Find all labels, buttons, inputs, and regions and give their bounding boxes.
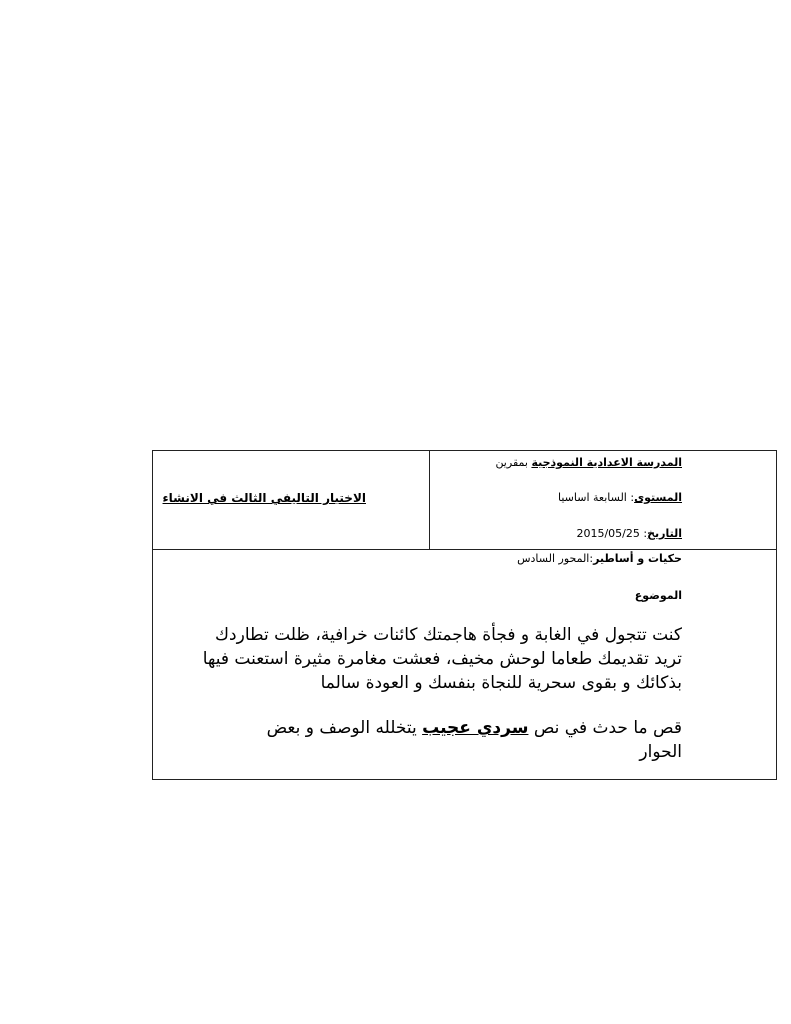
school-name — [495, 456, 682, 469]
unit-value: :المحور السادس — [517, 552, 594, 565]
level-line — [558, 491, 682, 504]
task-text-end: يتخلله الوصف و بعض — [266, 718, 423, 738]
prompt-line: تريد تقديمك طعاما لوحش مخيف، فعشت مغامرة مثيرة استعنت فيها — [202, 649, 682, 669]
exam-title — [163, 491, 366, 505]
prompt-line: كنت تتجول في الغابة و فجأة هاجمتك كائنات خرافية، ظلت تطاردك — [215, 625, 682, 645]
task-text-start: قص ما حدث في نص — [528, 718, 682, 738]
date-line — [576, 527, 682, 540]
unit-label: حكيات و أساطير — [593, 552, 682, 565]
prompt-line: بذكائك و بقوى سحرية للنجاة بنفسك و العودة سالما — [320, 673, 682, 693]
level-label: المستوى — [634, 491, 682, 504]
task-line — [267, 716, 682, 740]
header-column-divider — [429, 451, 430, 550]
task-instruction — [267, 716, 682, 764]
school-label: المدرسة الاعدادية النموذجية — [531, 456, 682, 469]
unit-line — [517, 552, 682, 565]
date-label: التاريخ — [647, 527, 682, 540]
subject-label-text: الموضوع — [634, 589, 682, 602]
subject-prompt — [203, 623, 682, 695]
task-emphasis: سردي عجيب — [422, 718, 529, 738]
date-value: : 2015/05/25 — [576, 527, 648, 540]
exam-title-text: الاختبار التاليفي الثالث في الانشاء — [162, 491, 366, 505]
exam-sheet — [152, 450, 777, 780]
task-line-2: الحوار — [639, 742, 682, 762]
school-location: بمقرين — [495, 456, 532, 469]
level-value: : السابعة اساسيا — [558, 491, 635, 504]
subject-label — [635, 589, 682, 602]
